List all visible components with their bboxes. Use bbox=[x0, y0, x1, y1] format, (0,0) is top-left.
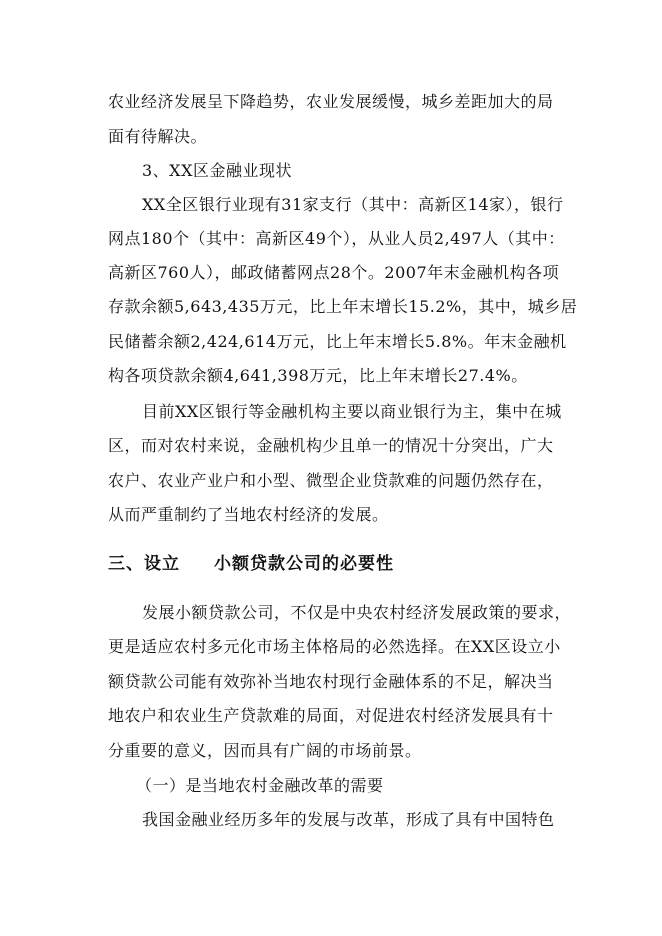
paragraph-3-line-1: 发展小额贷款公司，不仅是中央农村经济发展政策的要求， bbox=[142, 603, 572, 622]
paragraph-1-line-6: 构各项贷款余额4,641,398万元，比上年末增长27.4%。 bbox=[108, 366, 528, 385]
paragraph-3-line-2: 更是适应农村多元化市场主体格局的必然选择。在XX区设立小 bbox=[108, 637, 561, 656]
paragraph-1-line-1: XX全区银行业现有31家支行（其中：高新区14家），银行 bbox=[142, 195, 564, 214]
paragraph-3-line-4: 地农户和农业生产贷款难的局面，对促进农村经济发展具有十 bbox=[108, 706, 554, 725]
paragraph-2-line-3: 农户、农业产业户和小型、微型企业贷款难的问题仍然存在， bbox=[108, 471, 554, 490]
paragraph-2-line-4: 从而严重制约了当地农村经济的发展。 bbox=[108, 505, 389, 524]
paragraph-2-line-2: 区，而对农村来说，金融机构少且单一的情况十分突出，广大 bbox=[108, 436, 554, 455]
paragraph-1-line-4: 存款余额5,643,435万元，比上年末增长15.2%，其中，城乡居 bbox=[108, 297, 578, 316]
subsection-3-title: 3、XX区金融业现状 bbox=[142, 161, 292, 180]
paragraph-4-line-1: 我国金融业经历多年的发展与改革，形成了具有中国特色 bbox=[142, 810, 555, 829]
section-3-heading bbox=[108, 553, 394, 575]
paragraph-3-line-3: 额贷款公司能有效弥补当地农村现行金融体系的不足，解决当 bbox=[108, 672, 554, 691]
intro-line-2: 面有待解决。 bbox=[108, 127, 208, 146]
paragraph-3-line-5: 分重要的意义，因而具有广阔的市场前景。 bbox=[108, 741, 422, 760]
paragraph-1-line-3: 高新区760人），邮政储蓄网点28个。2007年末金融机构各项 bbox=[108, 263, 560, 282]
section-3-title: 小额贷款公司的必要性 bbox=[214, 554, 394, 574]
paragraph-1-line-2: 网点180个（其中：高新区49个），从业人员2,497人（其中： bbox=[108, 229, 565, 248]
subsection-1-title: （一）是当地农村金融改革的需要 bbox=[136, 776, 384, 795]
intro-line-1: 农业经济发展呈下降趋势，农业发展缓慢，城乡差距加大的局 bbox=[108, 92, 554, 111]
section-3-number: 三、设立 bbox=[108, 554, 180, 574]
paragraph-2-line-1: 目前XX区银行等金融机构主要以商业银行为主，集中在城 bbox=[142, 402, 562, 421]
paragraph-1-line-5: 民储蓄余额2,424,614万元，比上年末增长5.8%。年末金融机 bbox=[108, 332, 567, 351]
